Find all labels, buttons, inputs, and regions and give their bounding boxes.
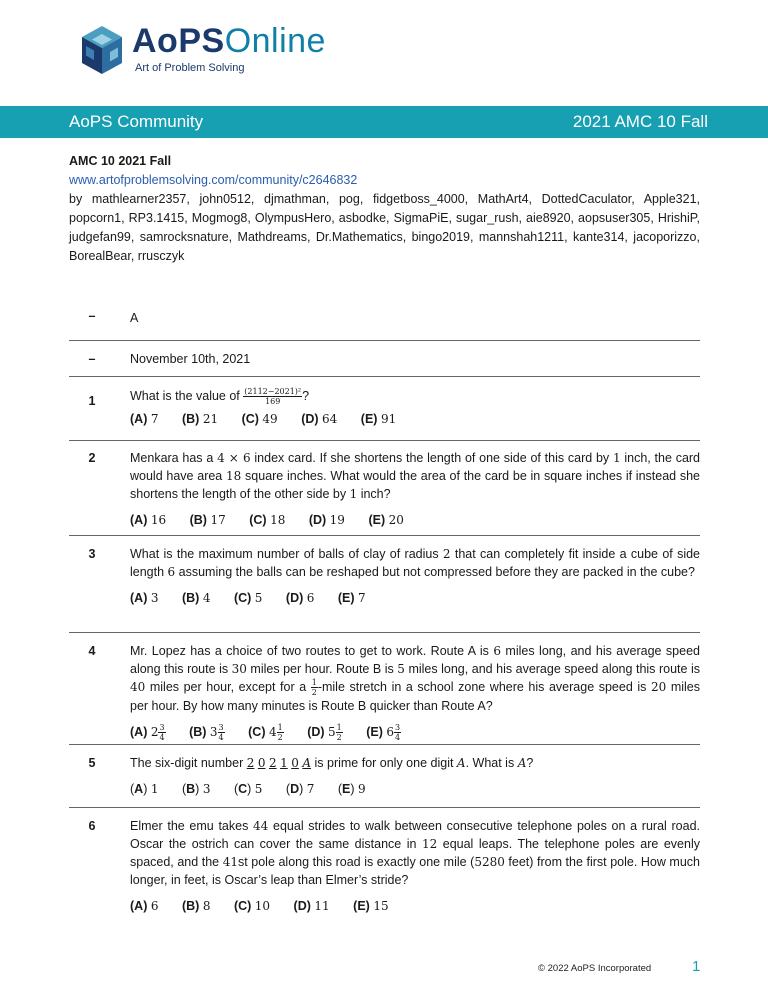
cube-logo-icon — [78, 24, 126, 76]
choice-label: (E) — [368, 513, 386, 527]
fraction-denominator: 169 — [265, 397, 281, 407]
math: 1 — [612, 451, 621, 465]
choice-label: (E) — [337, 591, 355, 605]
problem-2 — [69, 441, 700, 536]
answer-choices — [130, 589, 700, 607]
choice-value: 3 — [150, 591, 159, 605]
choice-label: (B) — [189, 513, 207, 527]
choice-e: (E) 9 — [337, 782, 366, 796]
choice-value: 5 — [254, 782, 263, 796]
text: that can completely fit inside a cube of side length — [130, 547, 700, 579]
choice-label: E — [342, 782, 351, 796]
choice-whole: 5 — [328, 725, 336, 740]
choice-label: (A) — [130, 899, 148, 913]
choice-label: (D) — [307, 725, 325, 740]
choice-whole: 3 — [209, 725, 218, 740]
fraction-numerator: 3 — [395, 723, 401, 733]
banner-community: AoPS Community — [69, 112, 204, 131]
math: 6 — [493, 644, 501, 658]
problem-number: 4 — [88, 644, 96, 658]
math: 12 — [421, 837, 438, 851]
row-marker: – — [88, 309, 96, 323]
choice-c — [242, 410, 278, 428]
digit: 1 — [280, 756, 288, 770]
choice-label: (D) — [301, 412, 319, 427]
choice-value: 3 — [202, 782, 211, 796]
text: miles long, and his average speed along this route is — [404, 662, 700, 676]
choice-label: (C) — [248, 725, 266, 740]
text: inch? — [357, 487, 391, 501]
choice-value: 10 — [254, 899, 271, 913]
fraction-denominator: 2 — [311, 688, 317, 698]
fraction — [394, 723, 401, 742]
choice-b — [182, 897, 210, 915]
problem-number: 5 — [88, 756, 96, 770]
choice-c — [249, 511, 285, 529]
problem-6 — [69, 808, 700, 918]
choice-e — [338, 589, 366, 607]
logo-brand: AoPS — [132, 22, 225, 60]
choice-label: (B) — [181, 412, 200, 427]
fraction — [218, 723, 225, 742]
choice-label: (D) — [293, 899, 311, 913]
section-label: A — [130, 311, 139, 325]
choice-c — [234, 897, 270, 915]
choice-label: (A) — [130, 513, 148, 527]
fraction-denominator: 2 — [277, 733, 283, 743]
answer-choices — [130, 723, 700, 742]
choice-d — [301, 410, 337, 428]
choice-e — [361, 410, 396, 428]
choice-value: 5 — [254, 591, 263, 605]
text: The six-digit number — [130, 756, 247, 770]
math: 30 — [231, 662, 247, 676]
math: 2 — [442, 547, 451, 561]
fraction — [277, 723, 284, 742]
logo-subtitle: Art of Problem Solving — [135, 62, 245, 74]
fraction — [158, 723, 165, 742]
choice-a — [130, 723, 166, 742]
document-meta — [69, 152, 700, 266]
text: -mile stretch in a school zone where his average speed is — [317, 680, 651, 694]
problem-4 — [69, 633, 700, 745]
choice-label: (A) — [130, 591, 148, 605]
problem-text — [130, 808, 700, 915]
choice-value: 9 — [358, 782, 366, 796]
choice-value: 15 — [373, 899, 389, 913]
math: 44 — [253, 819, 269, 833]
choice-d — [309, 511, 345, 529]
copyright: © 2022 AoPS Incorporated — [538, 963, 652, 974]
text: is prime for only one digit — [311, 756, 457, 770]
text: miles per hour, except for a — [145, 680, 311, 694]
answer-choices — [130, 410, 700, 428]
text: square inches. What would the area of the card be in square inches if instead she shortens the length of the other side by — [130, 469, 701, 501]
fraction-denominator: 2 — [336, 733, 342, 743]
choice-value: 20 — [388, 513, 404, 527]
choice-e — [353, 897, 388, 915]
choice-d — [286, 589, 314, 607]
choice-label: (E) — [360, 412, 378, 427]
digit: A — [302, 756, 312, 770]
text: miles per hour. By how many minutes is Route B quicker than Route A? — [130, 680, 700, 714]
choice-a — [130, 897, 158, 915]
fraction-denominator: 4 — [395, 733, 401, 743]
banner-contest: 2021 AMC 10 Fall — [572, 112, 708, 131]
choice-label: (A) — [130, 725, 148, 740]
choice-e — [368, 511, 403, 529]
authors-list: by mathlearner2357, john0512, djmathman, pog, fidgetboss_4000, MathArt4, DottedCaculator, Apple321, popcorn1, RP3.1415, Mogmog8, OlympusHero, asbodke, SigmaPiE, sugar_rush, aie8920, aopsuser305, HrishiP, judgefan99, samrocksnature, Mathdreams, Dr.Mathematics, bingo2019, mannshah1211, kante314, jacoporizzo, BorealBear, rrusczyk — [69, 192, 700, 263]
choice-b — [190, 511, 226, 529]
choice-label: (D) — [285, 591, 304, 605]
choice-label: (D) — [308, 513, 327, 527]
section-row — [69, 309, 700, 341]
problem-number: 2 — [88, 451, 96, 465]
text: Mr. Lopez has a choice of two routes to get to work. Route A is — [130, 644, 494, 658]
problem-text — [130, 441, 700, 529]
text: ? — [526, 756, 534, 770]
text: assuming the balls can be reshaped but not compressed before they are packed in the cube? — [175, 565, 695, 579]
choice-a — [130, 410, 158, 428]
choice-value: 6 — [306, 591, 315, 605]
choice-label: (E) — [353, 899, 370, 913]
fraction — [336, 723, 343, 742]
aops-logo — [78, 24, 338, 82]
logo-wordmark — [132, 22, 326, 61]
text: index card. If she shortens the length of one side of this card by — [250, 451, 613, 465]
problem-number: 6 — [88, 819, 96, 833]
digit: 0 — [291, 756, 299, 770]
choice-value: 8 — [202, 899, 211, 913]
fraction-numerator: 1 — [277, 723, 283, 733]
choice-c — [234, 589, 262, 607]
choice-d — [294, 897, 330, 915]
math: A — [456, 756, 466, 770]
choice-value: 1 — [150, 782, 159, 796]
answer-choices — [130, 511, 700, 529]
choice-label: (C) — [249, 513, 267, 527]
choice-value: 7 — [358, 591, 366, 605]
choice-d: (D) 7 — [285, 782, 315, 796]
text: Elmer the emu takes — [130, 819, 254, 833]
choice-value: 7 — [150, 412, 159, 427]
text: What is the value of — [130, 389, 244, 403]
contest-date: November 10th, 2021 — [130, 352, 251, 366]
choice-label: (B) — [181, 591, 200, 605]
page-number: 1 — [692, 958, 701, 975]
text: st pole along this road is exactly one mile ( — [237, 855, 475, 869]
answer-choices — [130, 897, 700, 915]
math: 5 — [397, 662, 405, 676]
choice-b: (B) 3 — [181, 782, 211, 796]
text: . What is — [465, 756, 518, 770]
text: What is the maximum number of balls of clay of radius — [130, 547, 443, 561]
choice-e — [366, 723, 401, 742]
text: inch, the card would have area — [130, 451, 701, 483]
choice-label: (A) — [130, 412, 148, 427]
choice-a: (A) 1 — [130, 782, 159, 796]
document-title: AMC 10 2021 Fall — [69, 154, 172, 168]
choice-label: (E) — [366, 725, 383, 740]
choice-a — [130, 589, 158, 607]
text: miles per hour. Route B is — [246, 662, 398, 676]
row-marker: – — [88, 352, 96, 366]
choice-value: 7 — [306, 782, 315, 796]
math: 5280 — [474, 855, 505, 869]
digit: 0 — [257, 756, 266, 770]
choice-d — [307, 723, 343, 742]
problem-text — [130, 745, 700, 798]
choice-whole: 2 — [150, 725, 159, 740]
math: 20 — [650, 680, 667, 694]
header-banner — [0, 106, 768, 138]
choice-label: (B) — [181, 899, 200, 913]
fraction-numerator: 3 — [218, 723, 224, 733]
choice-label: A — [134, 782, 144, 796]
choice-label: (B) — [189, 725, 207, 740]
date-row — [69, 341, 700, 377]
problem-text — [130, 536, 700, 607]
math: 18 — [226, 469, 242, 483]
community-link[interactable]: www.artofproblemsolving.com/community/c2646832 — [69, 173, 358, 187]
choice-value: 49 — [262, 412, 278, 427]
answer-choices — [130, 780, 700, 798]
choice-b — [189, 723, 225, 742]
text: miles long, and his average speed along this route is — [130, 644, 700, 676]
choice-label: (C) — [241, 412, 259, 427]
choice-label: B — [186, 782, 196, 796]
digit: 2 — [246, 756, 255, 770]
fraction-denominator: 4 — [159, 733, 165, 743]
choice-value: 16 — [150, 513, 167, 527]
math: 41 — [222, 855, 238, 869]
problem-3 — [69, 536, 700, 633]
problem-number: 3 — [88, 547, 96, 561]
choice-value: 6 — [150, 899, 159, 913]
choice-value: 91 — [380, 412, 397, 427]
choice-b — [182, 410, 218, 428]
math: 4 × 6 — [217, 451, 251, 465]
choice-value: 64 — [322, 412, 338, 427]
fraction — [243, 387, 302, 406]
choice-c: (C) 5 — [233, 782, 263, 796]
choice-label: (C) — [233, 899, 252, 913]
choice-value: 4 — [202, 591, 211, 605]
choice-label: C — [238, 782, 248, 796]
problem-text — [130, 633, 700, 742]
choice-value: 18 — [270, 513, 286, 527]
choice-value: 11 — [314, 899, 330, 913]
math: 1 — [349, 487, 358, 501]
choice-c — [248, 723, 284, 742]
digit: 2 — [268, 756, 277, 770]
problem-text — [130, 377, 700, 428]
choice-label: D — [290, 782, 300, 796]
math: A — [517, 756, 527, 770]
choice-whole: 6 — [386, 725, 395, 740]
problem-5 — [69, 745, 700, 808]
text: equal leaps. The telephone poles are evenly spaced, and the — [130, 837, 700, 869]
text: equal strides to walk between consecutive telephone poles on a rural road. Oscar the ostrich can cover the same distance in — [130, 819, 700, 851]
problem-1 — [69, 377, 700, 441]
math: 40 — [130, 680, 146, 694]
fraction-numerator: (2112−2021)² — [244, 387, 302, 397]
choice-value: 19 — [329, 513, 345, 527]
text: ? — [302, 389, 310, 403]
fraction — [311, 678, 318, 697]
choice-value: 17 — [210, 513, 226, 527]
choice-value: 21 — [202, 412, 219, 427]
text: feet) from the first pole. How much longer, in feet, is Oscar’s leap than Elmer’s stride? — [130, 855, 700, 887]
choice-label: (C) — [233, 591, 252, 605]
fraction-numerator: 3 — [159, 723, 165, 733]
problem-list — [69, 309, 700, 918]
choice-a — [130, 511, 166, 529]
logo-online: Online — [224, 22, 326, 60]
math: 6 — [167, 565, 176, 579]
problem-number: 1 — [88, 394, 96, 408]
choice-whole: 4 — [268, 725, 277, 740]
fraction-denominator: 4 — [218, 733, 224, 743]
fraction-numerator: 1 — [336, 723, 342, 733]
text: Menkara has a — [130, 451, 218, 465]
choice-b — [182, 589, 210, 607]
fraction-numerator: 1 — [311, 678, 317, 688]
